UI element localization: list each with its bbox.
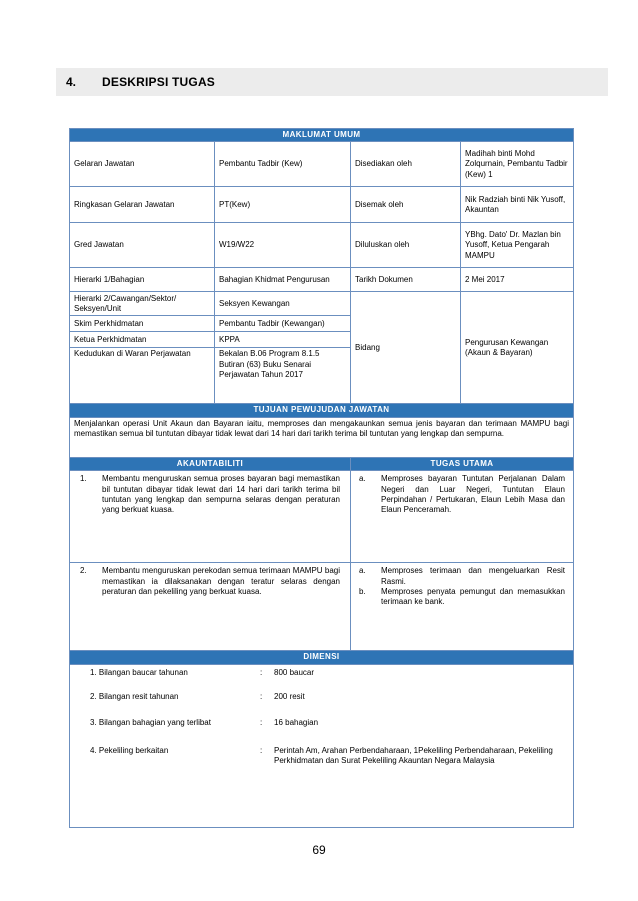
section-number: 4.: [66, 75, 77, 89]
info-label: Ringkasan Gelaran Jawatan: [70, 187, 215, 223]
item-text: Membantu menguruskan semua proses bayaran bagi memastikan bil tuntutan dibayar tidak lewat dari 14 hari dari tarikh terima bil tuntutan yang lengkap dan sempurna selaras dengan peraturan yang berkuat kuasa.: [102, 474, 340, 515]
tujuan-text: Menjalankan operasi Unit Akaun dan Bayaran iaitu, memproses dan mengakaunkan semua jenis bayaran dan terimaan MAMPU bagi memastikan semua bil tuntutan dibayar tidak lewat dari 14 hari dari tarikh terima bil tuntutan yang lengkap dan sempurna.: [70, 417, 574, 457]
info-value: PT(Kew): [215, 187, 351, 223]
bidang-label: Bidang: [351, 292, 461, 404]
tasks-cell: [351, 563, 574, 651]
info-row: [70, 268, 574, 292]
item-number: 1.: [80, 474, 87, 484]
task-text: Memproses penyata pemungut dan memasukkan terimaan ke bank.: [381, 586, 565, 607]
section-header: [56, 68, 608, 96]
info-row: [70, 223, 574, 268]
info-row: [70, 292, 574, 316]
page-number: 69: [312, 843, 326, 857]
maklumat-umum-header: MAKLUMAT UMUM: [70, 129, 574, 142]
info-value: YBhg. Dato' Dr. Mazlan bin Yusoff, Ketua Pengarah MAMPU: [461, 223, 574, 268]
section-title: DESKRIPSI TUGAS: [102, 75, 216, 89]
info-value: Bekalan B.06 Program 8.1.5 Butiran (63) Buku Senarai Perjawatan Tahun 2017: [215, 348, 351, 404]
info-value: W19/W22: [215, 223, 351, 268]
tugas-utama-header: TUGAS UTAMA: [351, 457, 574, 470]
dimensi-label: 3. Bilangan bahagian yang terlibat: [90, 717, 211, 727]
dimensi-label: 2. Bilangan resit tahunan: [90, 691, 179, 701]
dimensi-label: 4. Pekeliling berkaitan: [90, 745, 169, 755]
accountability-row: [70, 563, 574, 651]
info-label: Hierarki 1/Bahagian: [70, 268, 215, 292]
accountability-cell: [70, 563, 351, 651]
accountability-row: [70, 471, 574, 563]
akauntabiliti-header: AKAUNTABILITI: [70, 457, 351, 470]
info-value: Pembantu Tadbir (Kewangan): [215, 316, 351, 332]
info-label: Gred Jawatan: [70, 223, 215, 268]
info-row: [70, 187, 574, 223]
dimensi-value: Perintah Am, Arahan Perbendaharaan, 1Pekeliling Perbendaharaan, Pekeliling Perkhidmatan dan Surat Pekeliling Akauntan Negara Malaysia: [274, 745, 553, 765]
info-label: Disediakan oleh: [351, 142, 461, 187]
item-text: Membantu menguruskan perekodan semua terimaan MAMPU bagi memastikan ia dilaksanakan dengan teratur selaras dengan peraturan dan pekeliling yang berkuat kuasa.: [102, 566, 340, 596]
info-label: Diluluskan oleh: [351, 223, 461, 268]
info-label: Kedudukan di Waran Perjawatan: [70, 348, 215, 404]
accountability-cell: [70, 471, 351, 563]
info-label: Hierarki 2/Cawangan/Sektor/ Seksyen/Unit: [70, 292, 215, 316]
info-row: [70, 142, 574, 187]
dimensi-value: 800 baucar: [274, 667, 315, 677]
info-value: Nik Radziah binti Nik Yusoff, Akauntan: [461, 187, 574, 223]
item-number: 2.: [80, 566, 87, 576]
info-value: Bahagian Khidmat Pengurusan: [215, 268, 351, 292]
info-label: Gelaran Jawatan: [70, 142, 215, 187]
info-value: Madihah binti Mohd Zolqurnain, Pembantu Tadbir (Kew) 1: [461, 142, 574, 187]
task-letter: a.: [359, 566, 366, 576]
info-value: 2 Mei 2017: [461, 268, 574, 292]
task-text: Memproses terimaan dan mengeluarkan Resit Rasmi.: [381, 566, 565, 586]
info-label: Disemak oleh: [351, 187, 461, 223]
task-text: Memproses bayaran Tuntutan Perjalanan Dalam Negeri dan Luar Negeri, Tuntutan Elaun Perpindahan / Pertukaran, Elaun Lebih Masa dan Elaun Penceramah.: [381, 474, 565, 515]
info-label: Ketua Perkhidmatan: [70, 332, 215, 348]
task-letter: a.: [359, 474, 366, 484]
info-value: Seksyen Kewangan: [215, 292, 351, 316]
info-value: KPPA: [215, 332, 351, 348]
task-letter: b.: [359, 586, 366, 596]
dimensi-value: 200 resit: [274, 691, 305, 701]
tujuan-header: TUJUAN PEWUJUDAN JAWATAN: [70, 404, 574, 417]
dimensi-label: 1. Bilangan baucar tahunan: [90, 667, 188, 677]
info-label: Tarikh Dokumen: [351, 268, 461, 292]
job-description-table: [69, 128, 574, 828]
tasks-cell: [351, 471, 574, 563]
dimensi-cell: 1. Bilangan baucar tahunan : 800 baucar 2. Bilangan resit tahunan : 200 resit 3. Bilangan bahagian yang terlibat : 16 bahagian 4. Pekeliling berkaitan : Perintah Am, Arahan Perbendaharaan, 1Pekeliling Perbendaharaan, Pekeliling Perkhidmatan dan Surat Pekeliling Akauntan Negara Malaysia: [70, 664, 574, 827]
bidang-value: Pengurusan Kewangan (Akaun & Bayaran): [461, 292, 574, 404]
dimensi-header: DIMENSI: [70, 651, 574, 664]
info-value: Pembantu Tadbir (Kew): [215, 142, 351, 187]
info-label: Skim Perkhidmatan: [70, 316, 215, 332]
dimensi-value: 16 bahagian: [274, 717, 319, 727]
